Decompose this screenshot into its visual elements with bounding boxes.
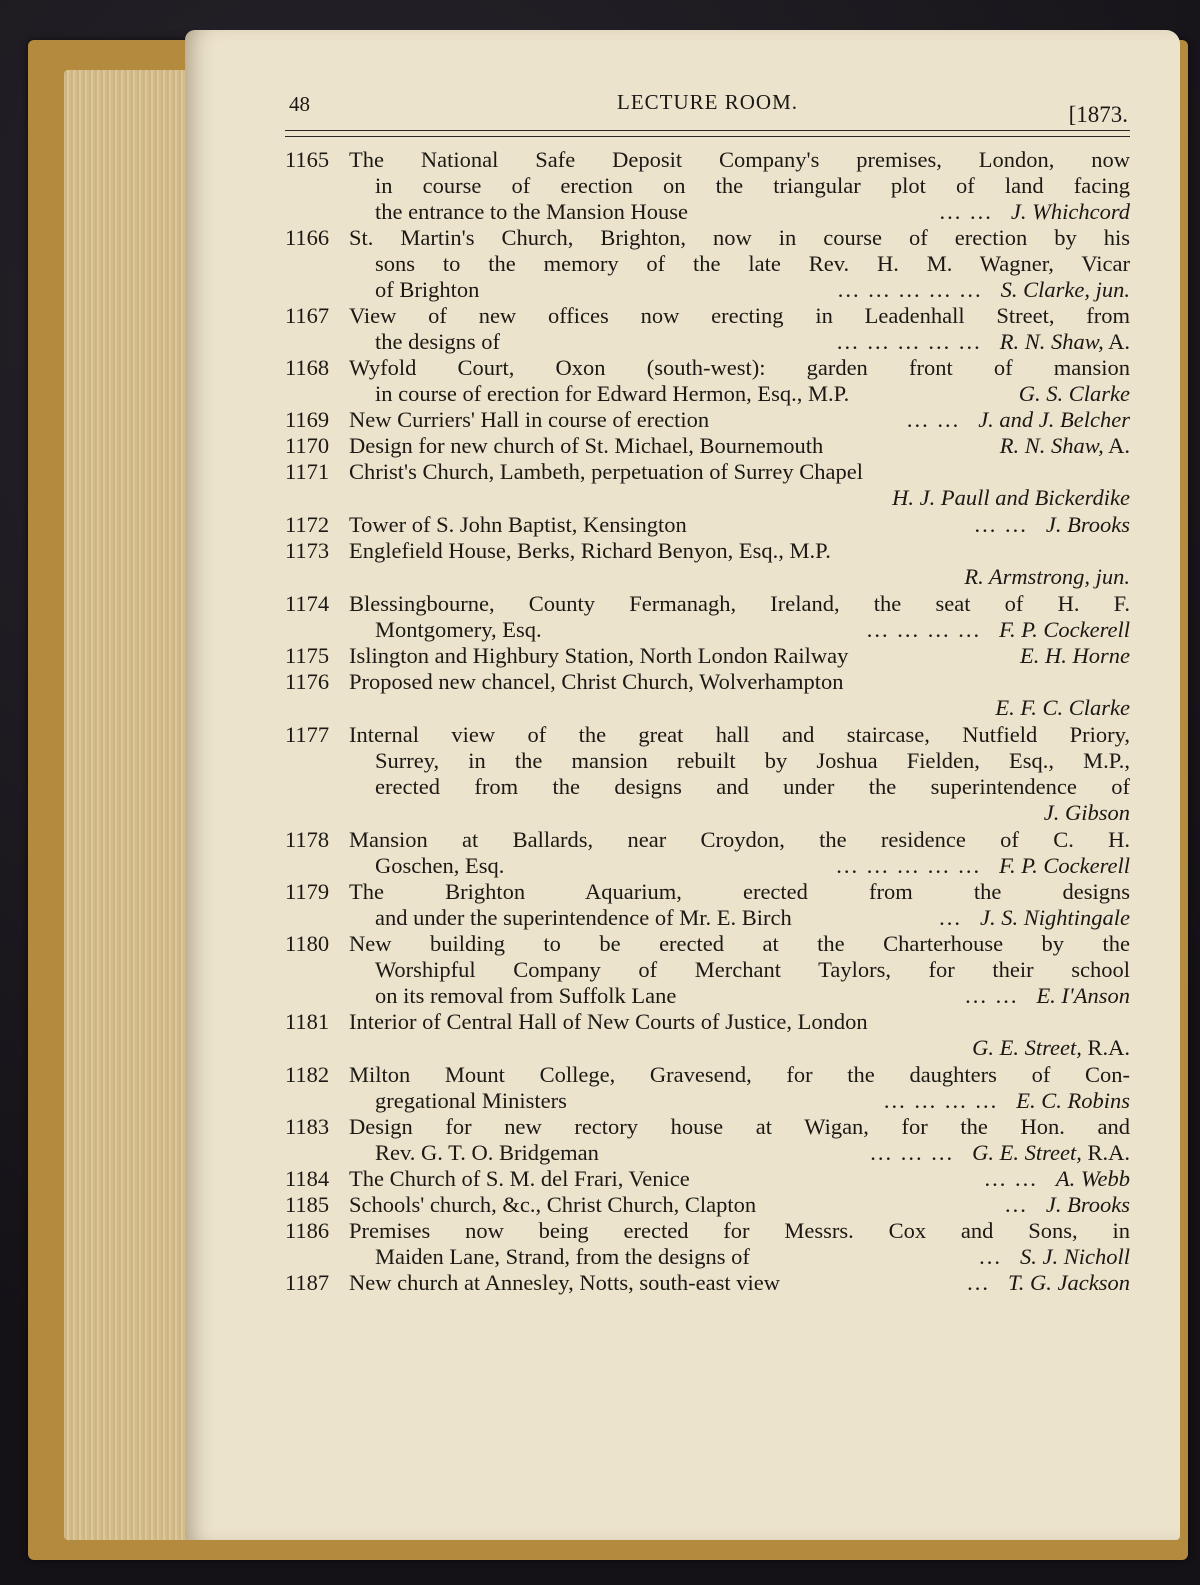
artist-name-italic: J. Brooks	[1045, 1192, 1130, 1217]
artist-name-italic: E. H. Horne	[1020, 643, 1130, 668]
entry-line	[285, 225, 1130, 251]
entry-line	[285, 853, 1130, 879]
artist-line	[285, 800, 1130, 827]
artist-name-italic: G. E. Street,	[972, 1035, 1082, 1060]
entry-number: 1165	[285, 147, 330, 172]
entry-line	[285, 1244, 1130, 1270]
leader-dots: ... ...	[906, 407, 961, 432]
artist-name	[972, 1140, 1130, 1166]
entry-number: 1176	[285, 669, 330, 694]
entry-description: in course of erection on the triangular plot of land facing	[375, 173, 1130, 198]
entry-description: Maiden Lane, Strand, from the designs of	[375, 1244, 750, 1269]
entry-description: Surrey, in the mansion rebuilt by Joshua Fielden, Esq., M.P.,	[375, 748, 1130, 773]
entry-line	[285, 147, 1130, 173]
entry-number: 1184	[285, 1166, 330, 1191]
entry-description: erected from the designs and under the superintendence of	[375, 774, 1130, 799]
catalogue-entry	[285, 407, 1130, 433]
entry-line	[285, 983, 1130, 1009]
catalogue-entry	[285, 591, 1130, 643]
entry-line	[285, 381, 1130, 407]
entry-description: Design for new church of St. Michael, Bournemouth	[349, 433, 824, 458]
artist-name	[1020, 1244, 1130, 1270]
entry-description: and under the superintendence of Mr. E. Birch	[375, 905, 792, 930]
entry-line	[285, 538, 1130, 564]
entry-description: on its removal from Suffolk Lane	[375, 983, 677, 1008]
entry-number: 1173	[285, 538, 330, 563]
entry-line	[285, 774, 1130, 800]
entry-description: Premises now being erected for Messrs. Cox and Sons, in	[349, 1218, 1130, 1243]
artist-name	[1044, 800, 1130, 826]
page-content	[285, 88, 1130, 1428]
entry-line	[285, 1140, 1130, 1166]
catalogue-entry	[285, 931, 1130, 1009]
entry-description: The National Safe Deposit Company's premises, London, now	[349, 147, 1130, 172]
artist-name	[978, 407, 1130, 433]
entry-line	[285, 643, 1130, 669]
entry-number: 1167	[285, 303, 330, 328]
leader-dots: ... ... ... ... ...	[836, 329, 982, 354]
entry-line	[285, 748, 1130, 774]
leader-dots: ... ...	[974, 512, 1028, 537]
page-year: [1873.	[1068, 102, 1128, 127]
leader-dots: ... ... ... ...	[866, 617, 982, 642]
catalogue-entry	[285, 303, 1130, 355]
entry-description: Mansion at Ballards, near Croydon, the residence of C. H.	[349, 827, 1130, 852]
entry-number: 1183	[285, 1114, 330, 1139]
entry-number: 1171	[285, 459, 330, 484]
entry-description: Tower of S. John Baptist, Kensington	[349, 512, 687, 537]
leader-dots: ... ...	[984, 1166, 1038, 1191]
artist-name-italic: E. I'Anson	[1036, 983, 1130, 1008]
entry-line	[285, 617, 1130, 643]
header-rule	[285, 130, 1130, 137]
entry-description: The Brighton Aquarium, erected from the designs	[349, 879, 1130, 904]
artist-name-italic: R. N. Shaw,	[999, 329, 1104, 354]
entry-description: Worshipful Company of Merchant Taylors, for their school	[375, 957, 1130, 982]
leader-dots: ... ... ... ... ...	[836, 853, 982, 878]
artist-name-italic: J. Brooks	[1045, 512, 1130, 537]
leader-dots: ... ... ... ... ...	[837, 277, 983, 302]
leader-dots: ...	[939, 905, 962, 930]
entry-line	[285, 303, 1130, 329]
entry-description: Wyfold Court, Oxon (south-west): garden front of mansion	[349, 355, 1130, 380]
catalogue-entries	[285, 147, 1130, 1296]
entry-line	[285, 251, 1130, 277]
catalogue-entry	[285, 147, 1130, 225]
entry-line	[285, 1088, 1130, 1114]
artist-name-italic: J. Gibson	[1043, 800, 1130, 825]
entry-line	[285, 905, 1130, 931]
artist-name-italic: A. Webb	[1055, 1166, 1130, 1191]
artist-name	[972, 1035, 1130, 1061]
artist-name	[1046, 512, 1130, 538]
artist-line	[285, 564, 1130, 591]
entry-line	[285, 669, 1130, 695]
artist-name-italic: F. P. Cockerell	[999, 617, 1130, 642]
catalogue-entry	[285, 1192, 1130, 1218]
artist-name	[1020, 643, 1130, 669]
entry-number: 1166	[285, 225, 330, 250]
entry-description: Christ's Church, Lambeth, perpetuation of Surrey Chapel	[349, 459, 863, 484]
entry-description: Montgomery, Esq.	[375, 617, 542, 642]
catalogue-entry	[285, 225, 1130, 303]
entry-description: Blessingbourne, County Fermanagh, Ireland, the seat of H. F.	[349, 591, 1130, 616]
catalogue-entry	[285, 643, 1130, 669]
entry-number: 1174	[285, 591, 330, 616]
leader-dots: ... ...	[939, 199, 993, 224]
catalogue-entry	[285, 459, 1130, 512]
entry-line	[285, 433, 1130, 459]
leader-dots: ... ...	[965, 983, 1019, 1008]
entry-line	[285, 173, 1130, 199]
catalogue-entry	[285, 538, 1130, 591]
entry-number: 1181	[285, 1009, 330, 1034]
catalogue-entry	[285, 1114, 1130, 1166]
artist-name	[1019, 381, 1130, 407]
page-header	[285, 88, 1130, 127]
artist-name-italic: S. J. Nicholl	[1020, 1244, 1130, 1269]
leader-dots: ...	[1004, 1192, 1028, 1217]
entry-description: Rev. G. T. O. Bridgeman	[375, 1140, 599, 1165]
entry-description: sons to the memory of the late Rev. H. M. Wagner, Vicar	[375, 251, 1130, 276]
artist-name-italic: S. Clarke, jun.	[1000, 277, 1130, 302]
artist-name	[980, 905, 1130, 931]
entry-line	[285, 591, 1130, 617]
entry-description: Internal view of the great hall and staircase, Nutfield Priory,	[349, 722, 1130, 747]
catalogue-entry	[285, 1062, 1130, 1114]
artist-suffix: R.A.	[1081, 1035, 1130, 1060]
entry-description: of Brighton	[375, 277, 480, 302]
entry-line	[285, 277, 1130, 303]
artist-name-italic: J. Whichcord	[1010, 199, 1130, 224]
entry-number: 1185	[285, 1192, 330, 1217]
catalogue-entry	[285, 512, 1130, 538]
catalogue-entry	[285, 433, 1130, 459]
entry-line	[285, 512, 1130, 538]
catalogue-entry	[285, 355, 1130, 407]
entry-line	[285, 329, 1130, 355]
entry-number: 1168	[285, 355, 330, 380]
artist-name	[1011, 199, 1130, 225]
entry-description: in course of erection for Edward Hermon, Esq., M.P.	[375, 381, 850, 406]
catalogue-entry	[285, 879, 1130, 931]
page-number: 48	[289, 92, 310, 116]
entry-description: gregational Ministers	[375, 1088, 567, 1113]
artist-name	[1000, 329, 1130, 355]
artist-name-italic: G. S. Clarke	[1018, 381, 1130, 406]
artist-name	[1036, 983, 1130, 1009]
entry-line	[285, 957, 1130, 983]
artist-name	[999, 617, 1130, 643]
entry-description: Proposed new chancel, Christ Church, Wolverhampton	[349, 669, 844, 694]
entry-line	[285, 199, 1130, 225]
entry-number: 1177	[285, 722, 330, 747]
entry-line	[285, 827, 1130, 853]
entry-description: Islington and Highbury Station, North London Railway	[349, 643, 849, 668]
artist-name-italic: E. F. C. Clarke	[995, 695, 1130, 720]
catalogue-entry	[285, 1166, 1130, 1192]
artist-line	[285, 485, 1130, 512]
artist-name-italic: G. E. Street,	[972, 1140, 1082, 1165]
entry-description: New church at Annesley, Notts, south-east view	[349, 1270, 780, 1295]
entry-number: 1187	[285, 1270, 330, 1295]
page-edges	[64, 70, 192, 1540]
entry-line	[285, 355, 1130, 381]
entry-description: New Curriers' Hall in course of erection	[349, 407, 710, 432]
artist-name-italic: J. S. Nightingale	[980, 905, 1130, 930]
entry-line	[285, 1009, 1130, 1035]
entry-line	[285, 1270, 1130, 1296]
artist-name-italic: R. Armstrong, jun.	[964, 564, 1130, 589]
entry-description: the designs of	[375, 329, 500, 354]
entry-line	[285, 1218, 1130, 1244]
artist-suffix: R.A.	[1081, 1140, 1130, 1165]
artist-name-italic: J. and J. Belcher	[978, 407, 1130, 432]
entry-number: 1186	[285, 1218, 330, 1243]
entry-line	[285, 1166, 1130, 1192]
entry-line	[285, 879, 1130, 905]
entry-description: Goschen, Esq.	[375, 853, 505, 878]
entry-line	[285, 722, 1130, 748]
entry-line	[285, 407, 1130, 433]
entry-number: 1175	[285, 643, 330, 668]
catalogue-entry	[285, 1009, 1130, 1062]
artist-name	[1016, 1088, 1130, 1114]
artist-name	[1001, 277, 1130, 303]
artist-name-italic: F. P. Cockerell	[999, 853, 1130, 878]
catalogue-entry	[285, 1270, 1130, 1296]
artist-name	[892, 485, 1130, 511]
entry-description: The Church of S. M. del Frari, Venice	[349, 1166, 690, 1191]
entry-number: 1180	[285, 931, 330, 956]
entry-line	[285, 459, 1130, 485]
leader-dots: ...	[979, 1244, 1003, 1269]
entry-number: 1182	[285, 1062, 330, 1087]
entry-description: View of new offices now erecting in Leadenhall Street, from	[349, 303, 1130, 328]
artist-name	[999, 853, 1130, 879]
entry-description: Interior of Central Hall of New Courts of Justice, London	[349, 1009, 868, 1034]
artist-name-italic: H. J. Paull and Bickerdike	[892, 485, 1130, 510]
entry-number: 1179	[285, 879, 330, 904]
artist-name-italic: R. N. Shaw,	[999, 433, 1104, 458]
artist-name	[1008, 1270, 1130, 1296]
artist-name	[964, 564, 1130, 590]
catalogue-entry	[285, 827, 1130, 879]
entry-number: 1178	[285, 827, 330, 852]
entry-number: 1170	[285, 433, 330, 458]
leader-dots: ... ... ...	[870, 1140, 955, 1165]
artist-line	[285, 695, 1130, 722]
artist-name	[1056, 1166, 1130, 1192]
entry-description: the entrance to the Mansion House	[375, 199, 689, 224]
artist-suffix: A.	[1103, 329, 1130, 354]
leader-dots: ... ... ... ...	[883, 1088, 999, 1113]
artist-name	[1000, 433, 1130, 459]
catalogue-entry	[285, 722, 1130, 827]
artist-name	[995, 695, 1130, 721]
artist-name-italic: T. G. Jackson	[1007, 1270, 1130, 1295]
artist-name-italic: E. C. Robins	[1016, 1088, 1130, 1113]
artist-name	[1046, 1192, 1130, 1218]
artist-suffix: A.	[1103, 433, 1130, 458]
entry-line	[285, 931, 1130, 957]
entry-line	[285, 1192, 1130, 1218]
entry-line	[285, 1114, 1130, 1140]
leader-dots: ...	[967, 1270, 990, 1295]
entry-number: 1172	[285, 512, 330, 537]
entry-description: Englefield House, Berks, Richard Benyon, Esq., M.P.	[349, 538, 831, 563]
catalogue-entry	[285, 1218, 1130, 1270]
entry-number: 1169	[285, 407, 330, 432]
catalogue-entry	[285, 669, 1130, 722]
entry-description: Schools' church, &c., Christ Church, Clapton	[349, 1192, 757, 1217]
entry-description: New building to be erected at the Charterhouse by the	[349, 931, 1130, 956]
entry-description: St. Martin's Church, Brighton, now in course of erection by his	[349, 225, 1130, 250]
running-title: LECTURE ROOM.	[617, 90, 798, 114]
artist-line	[285, 1035, 1130, 1062]
entry-line	[285, 1062, 1130, 1088]
entry-description: Milton Mount College, Gravesend, for the daughters of Con-	[349, 1062, 1130, 1087]
entry-description: Design for new rectory house at Wigan, for the Hon. and	[349, 1114, 1130, 1139]
